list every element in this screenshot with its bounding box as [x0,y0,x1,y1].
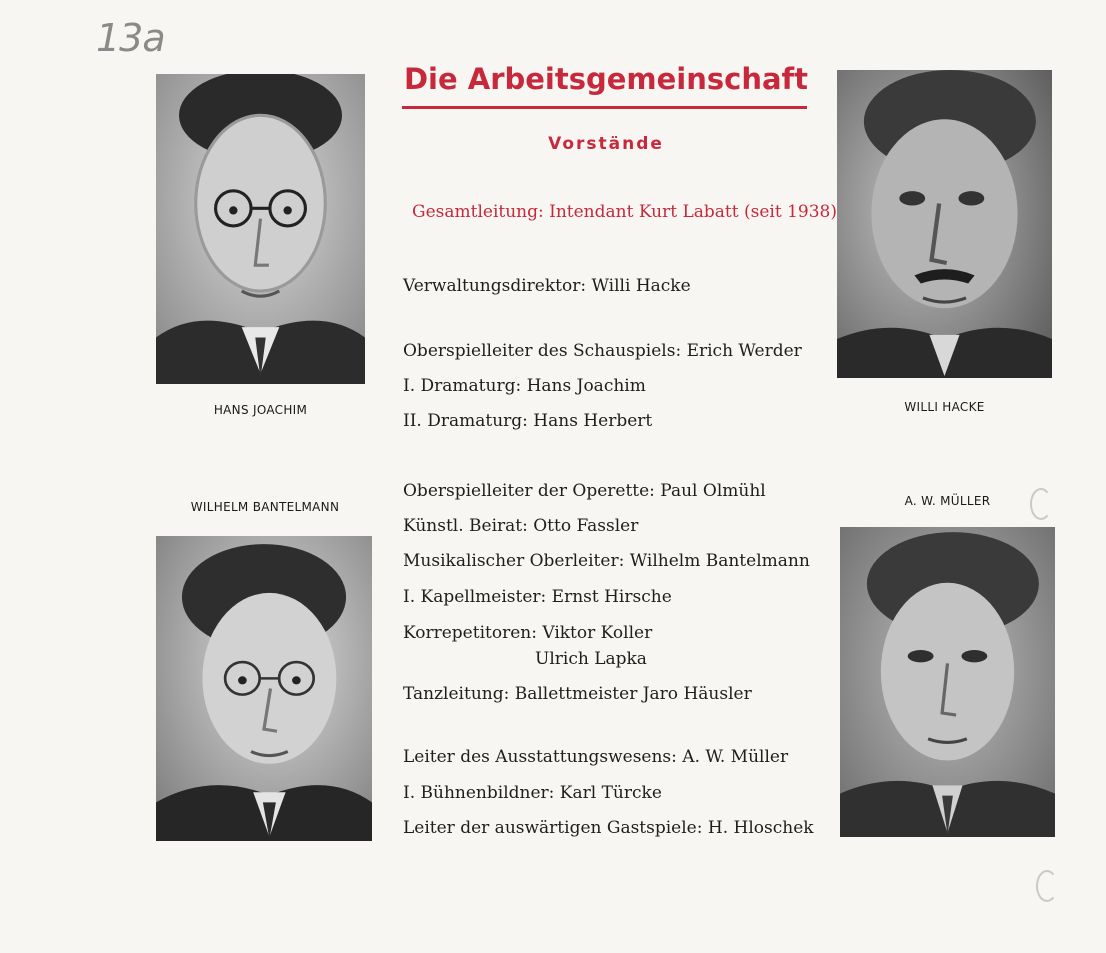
staff-line: Leiter des Ausstattungswesens: A. W. Müller [403,747,789,767]
portrait-a-w-mueller [840,527,1055,837]
portrait-caption: WILLI HACKE [904,400,985,414]
staff-line: I. Dramaturg: Hans Joachim [403,376,646,396]
page-title: Die Arbeitsgemeinschaft [403,62,809,96]
portrait-caption: HANS JOACHIM [213,403,308,417]
staff-line: Ulrich Lapka [535,649,647,669]
page-subtitle: Vorstände [548,134,664,154]
punch-hole [1030,488,1052,520]
staff-line: Verwaltungsdirektor: Willi Hacke [403,276,691,296]
punch-hole [1036,870,1058,902]
staff-line: Künstl. Beirat: Otto Fassler [403,516,639,536]
portrait-caption: WILHELM BANTELMANN [190,500,340,514]
staff-line: Musikalischer Oberleiter: Wilhelm Bantelmann [403,551,810,571]
portrait-wilhelm-bantelmann [156,536,372,841]
staff-line: Tanzleitung: Ballettmeister Jaro Häusler [403,684,752,704]
staff-line: II. Dramaturg: Hans Herbert [403,411,653,431]
staff-line: Korrepetitoren: Viktor Koller [403,623,653,643]
handwritten-page-number: 13a [96,16,165,60]
general-management-line: Gesamtleitung: Intendant Kurt Labatt (seit 1938) [412,202,837,222]
portrait-caption: A. W. MÜLLER [904,494,991,508]
portrait-hans-joachim [156,74,365,384]
portrait-willi-hacke [837,70,1052,378]
staff-line: Leiter der auswärtigen Gastspiele: H. Hloschek [403,818,814,838]
staff-line: Oberspielleiter des Schauspiels: Erich Werder [403,341,802,361]
title-underline [402,106,807,109]
staff-line: Oberspielleiter der Operette: Paul Olmühl [403,481,766,501]
staff-line: I. Bühnenbildner: Karl Türcke [403,783,662,803]
staff-line: I. Kapellmeister: Ernst Hirsche [403,587,672,607]
